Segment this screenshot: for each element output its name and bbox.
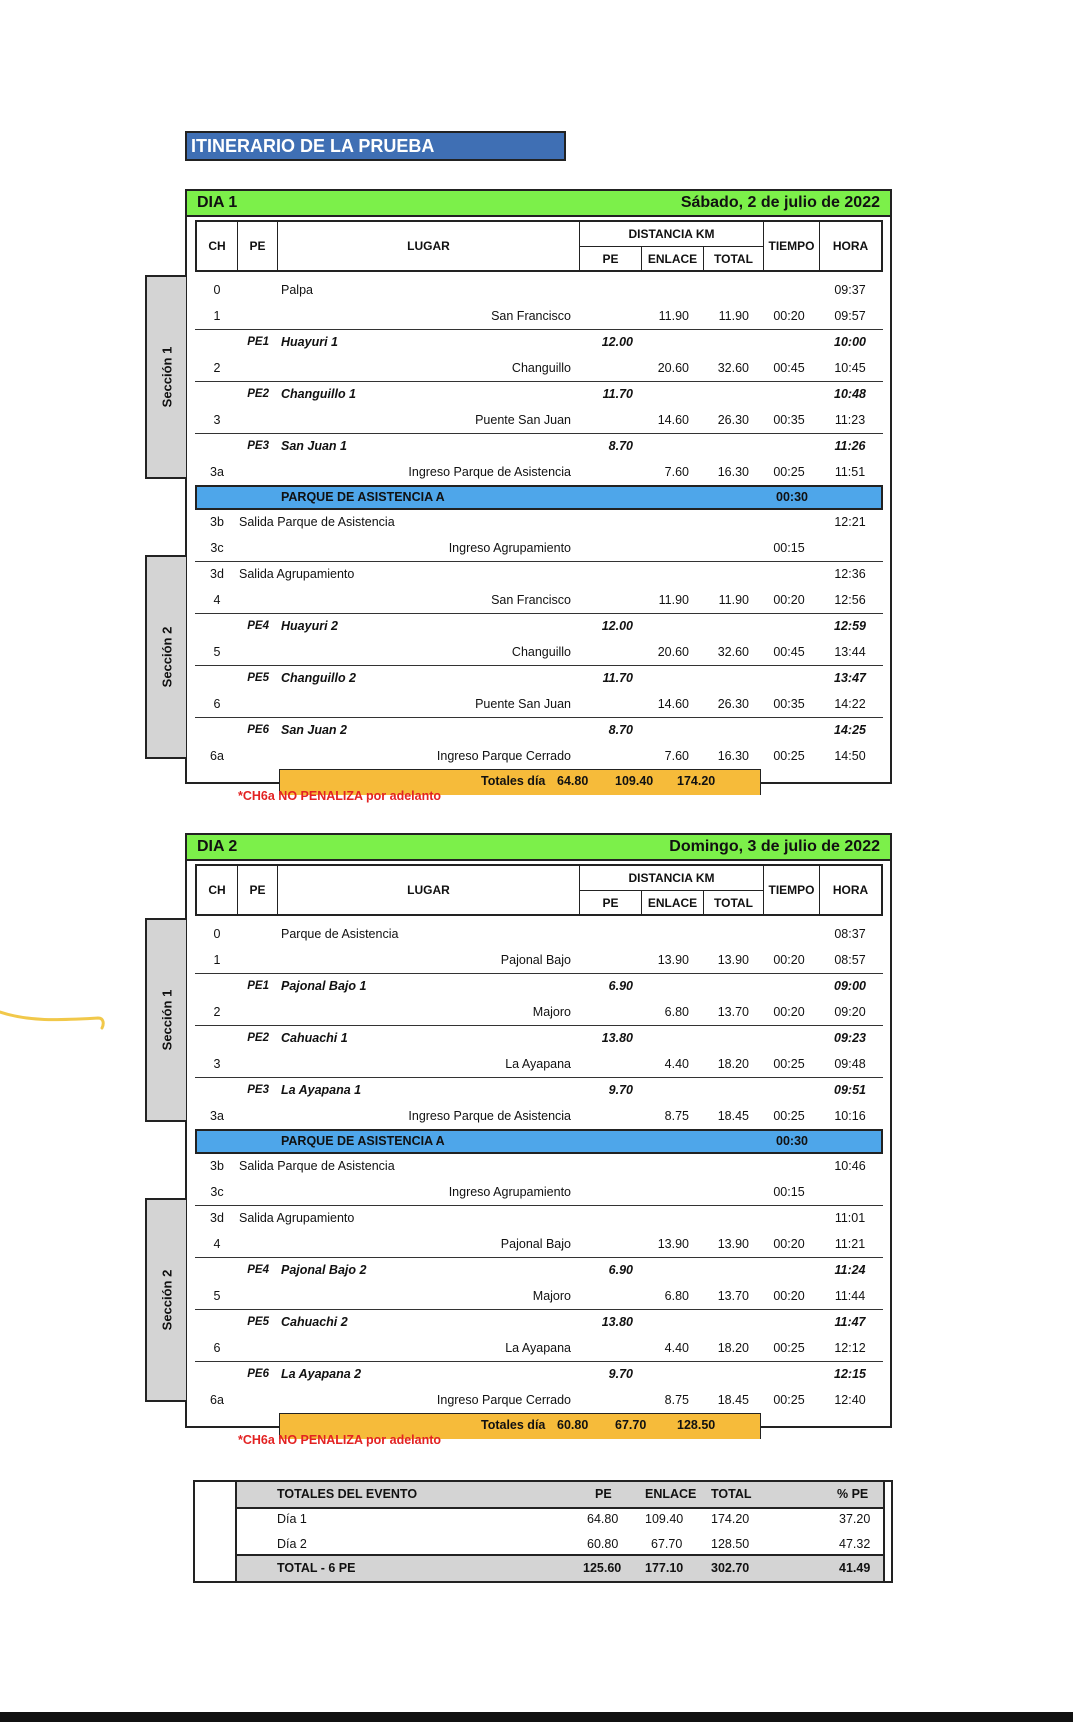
day1-note: *CH6a NO PENALIZA por adelanto bbox=[238, 789, 442, 803]
stage-name: Changuillo 1 bbox=[281, 387, 356, 401]
km-pe: 8.70 bbox=[608, 723, 633, 737]
place-name: Ingreso Parque de Asistencia bbox=[408, 464, 571, 479]
tiempo: 00:25 bbox=[773, 1340, 805, 1355]
km-pe: 12.00 bbox=[601, 335, 633, 349]
col-tiempo: TIEMPO bbox=[763, 222, 819, 270]
parque-label: PARQUE DE ASISTENCIA A bbox=[281, 1134, 445, 1148]
section-label: Sección 1 bbox=[159, 989, 174, 1051]
hora: 10:45 bbox=[834, 360, 866, 375]
pe-code: PE5 bbox=[247, 672, 269, 684]
itinerary-row bbox=[195, 640, 883, 667]
hora: 09:37 bbox=[834, 283, 866, 297]
km-pe: 9.70 bbox=[608, 1083, 633, 1097]
place-name: Pajonal Bajo bbox=[500, 952, 571, 967]
hora: 08:37 bbox=[834, 927, 866, 941]
km-total: 11.90 bbox=[718, 308, 749, 323]
itinerary-row bbox=[195, 1388, 883, 1414]
stage-row bbox=[195, 666, 883, 692]
km-enlace: 4.40 bbox=[664, 1056, 689, 1071]
place-name: Salida Parque de Asistencia bbox=[239, 515, 395, 529]
km-enlace: 11.90 bbox=[658, 592, 689, 607]
km-enlace: 8.75 bbox=[664, 1108, 689, 1123]
itinerary-row bbox=[195, 460, 883, 486]
pe-code: PE1 bbox=[247, 336, 269, 348]
day2-section-2 bbox=[145, 1198, 186, 1402]
hora: 13:44 bbox=[834, 644, 866, 659]
km-total: 26.30 bbox=[717, 412, 749, 427]
tiempo: 00:20 bbox=[773, 1004, 805, 1019]
km-enlace: 6.80 bbox=[664, 1004, 689, 1019]
col-dist-pe: PE bbox=[579, 246, 641, 270]
stage-row bbox=[195, 330, 883, 356]
place-name: La Ayapana bbox=[505, 1056, 571, 1071]
itinerary-row bbox=[195, 1000, 883, 1027]
hora: 11:23 bbox=[834, 412, 866, 427]
hora: 14:50 bbox=[834, 748, 866, 763]
event-h-enlace: ENLACE bbox=[645, 1487, 697, 1501]
col-distancia: DISTANCIA KM bbox=[579, 866, 763, 890]
col-pe: PE bbox=[237, 866, 277, 914]
hora: 12:21 bbox=[834, 515, 866, 529]
pe-code: PE4 bbox=[247, 1264, 269, 1276]
km-enlace: 7.60 bbox=[664, 464, 689, 479]
place-name: Ingreso Agrupamiento bbox=[448, 1184, 571, 1199]
event-total-pe: 125.60 bbox=[583, 1561, 622, 1575]
place-name: Ingreso Parque Cerrado bbox=[436, 748, 571, 763]
hora: 09:23 bbox=[834, 1031, 866, 1045]
ch-cell: 3c bbox=[210, 540, 224, 555]
km-pe: 6.90 bbox=[608, 1263, 633, 1277]
day1-date: Sábado, 2 de julio de 2022 bbox=[680, 194, 880, 211]
hora: 12:40 bbox=[834, 1392, 866, 1407]
col-dist-pe: PE bbox=[579, 890, 641, 914]
km-total: 26.30 bbox=[717, 696, 749, 711]
tiempo: 00:35 bbox=[773, 696, 805, 711]
day1-section-1 bbox=[145, 275, 186, 479]
km-enlace: 14.60 bbox=[657, 412, 689, 427]
hora: 14:25 bbox=[834, 723, 866, 737]
tiempo: 00:20 bbox=[773, 1288, 805, 1303]
ch-cell: 3a bbox=[210, 464, 224, 479]
col-lugar: LUGAR bbox=[277, 866, 579, 914]
stage-row bbox=[195, 614, 883, 640]
km-pe: 9.70 bbox=[608, 1367, 633, 1381]
day2-note: *CH6a NO PENALIZA por adelanto bbox=[238, 1433, 442, 1447]
tiempo: 00:20 bbox=[773, 1236, 805, 1251]
ch-cell: 2 bbox=[213, 1004, 221, 1019]
day2-date: Domingo, 3 de julio de 2022 bbox=[669, 838, 880, 855]
ch-cell: 6a bbox=[210, 748, 224, 763]
event-totals-table bbox=[193, 1480, 893, 1583]
hora: 09:00 bbox=[834, 979, 866, 993]
km-total: 13.90 bbox=[717, 952, 749, 967]
hora: 12:56 bbox=[834, 592, 866, 607]
col-distancia: DISTANCIA KM bbox=[579, 222, 763, 246]
col-dist-enlace: ENLACE bbox=[641, 890, 703, 914]
hora: 12:12 bbox=[834, 1340, 866, 1355]
col-dist-total: TOTAL bbox=[703, 890, 763, 914]
highlighter-stroke bbox=[0, 1000, 110, 1040]
col-pe: PE bbox=[237, 222, 277, 270]
day1-section-2 bbox=[145, 555, 186, 759]
tiempo: 00:20 bbox=[773, 592, 805, 607]
stage-row bbox=[195, 974, 883, 1000]
stage-name: Huayuri 1 bbox=[281, 335, 338, 349]
hora: 11:47 bbox=[834, 1315, 866, 1329]
tiempo: 00:20 bbox=[773, 952, 805, 967]
place-name: Changuillo bbox=[511, 644, 571, 659]
event-h-pe: PE bbox=[595, 1487, 612, 1501]
place-name: Ingreso Parque de Asistencia bbox=[408, 1108, 571, 1123]
place-name: Salida Parque de Asistencia bbox=[239, 1159, 395, 1173]
hora: 11:44 bbox=[834, 1288, 866, 1303]
hora: 12:59 bbox=[834, 619, 866, 633]
km-enlace: 20.60 bbox=[657, 644, 689, 659]
km-enlace: 14.60 bbox=[657, 696, 689, 711]
hora: 09:20 bbox=[834, 1004, 866, 1019]
km-enlace: 13.90 bbox=[657, 1236, 689, 1251]
day2-section-1 bbox=[145, 918, 186, 1122]
pe-code: PE6 bbox=[247, 1368, 269, 1380]
totales-enlace: 67.70 bbox=[615, 1418, 647, 1432]
totales-total: 174.20 bbox=[677, 774, 716, 788]
bottom-bar bbox=[0, 1712, 1073, 1722]
section-label: Sección 2 bbox=[159, 626, 174, 688]
hora: 09:51 bbox=[834, 1083, 866, 1097]
ch-cell: 1 bbox=[213, 952, 221, 967]
km-total: 18.20 bbox=[717, 1340, 749, 1355]
day1-label: DIA 1 bbox=[197, 194, 238, 211]
place-name: Changuillo bbox=[511, 360, 571, 375]
hora: 13:47 bbox=[834, 671, 866, 685]
km-total: 11.90 bbox=[718, 592, 749, 607]
hora: 11:21 bbox=[834, 1236, 866, 1251]
event-row-pct: 37.20 bbox=[839, 1512, 871, 1526]
place-name: Puente San Juan bbox=[475, 412, 571, 427]
event-row-total: 174.20 bbox=[711, 1512, 750, 1526]
ch-cell: 1 bbox=[213, 308, 221, 323]
col-ch: CH bbox=[208, 239, 226, 253]
tiempo: 00:25 bbox=[773, 464, 805, 479]
tiempo: 00:45 bbox=[773, 644, 805, 659]
event-row bbox=[237, 1507, 883, 1532]
hora: 12:36 bbox=[834, 567, 866, 581]
pe-code: PE6 bbox=[247, 724, 269, 736]
tiempo: 00:15 bbox=[773, 1184, 805, 1199]
itinerary-row bbox=[195, 510, 883, 536]
itinerary-row bbox=[195, 562, 883, 588]
stage-row bbox=[195, 1362, 883, 1388]
pe-code: PE2 bbox=[247, 1032, 269, 1044]
place-name: Parque de Asistencia bbox=[281, 927, 399, 941]
stage-name: La Ayapana 2 bbox=[281, 1367, 362, 1381]
itinerary-row bbox=[195, 1206, 883, 1232]
tiempo: 00:20 bbox=[773, 308, 805, 323]
km-total: 13.70 bbox=[717, 1004, 749, 1019]
hora: 11:01 bbox=[834, 1211, 866, 1225]
itinerary-row bbox=[195, 278, 883, 304]
ch-cell: 2 bbox=[213, 360, 221, 375]
col-hora: HORA bbox=[819, 222, 881, 270]
stage-row bbox=[195, 1078, 883, 1104]
km-enlace: 7.60 bbox=[664, 748, 689, 763]
itinerary-row bbox=[195, 922, 883, 948]
day2-table bbox=[185, 833, 892, 1432]
totales-label: Totales día bbox=[481, 774, 546, 788]
event-total-row bbox=[237, 1554, 883, 1581]
km-total: 16.30 bbox=[717, 748, 749, 763]
stage-row bbox=[195, 434, 883, 460]
place-name: Ingreso Agrupamiento bbox=[448, 540, 571, 555]
km-pe: 13.80 bbox=[601, 1031, 633, 1045]
km-total: 18.45 bbox=[717, 1108, 749, 1123]
ch-cell: 3 bbox=[213, 412, 221, 427]
km-pe: 13.80 bbox=[601, 1315, 633, 1329]
pe-code: PE2 bbox=[247, 388, 269, 400]
totales-pe: 60.80 bbox=[557, 1418, 589, 1432]
km-total: 32.60 bbox=[717, 360, 749, 375]
hora: 11:51 bbox=[834, 464, 866, 479]
parque-tiempo: 00:30 bbox=[776, 490, 808, 504]
stage-row bbox=[195, 1258, 883, 1284]
pe-code: PE3 bbox=[247, 1084, 269, 1096]
itinerary-row bbox=[195, 1180, 883, 1207]
place-name: Ingreso Parque Cerrado bbox=[436, 1392, 571, 1407]
col-lugar: LUGAR bbox=[277, 222, 579, 270]
ch-cell: 4 bbox=[213, 592, 221, 607]
km-enlace: 4.40 bbox=[664, 1340, 689, 1355]
stage-name: Changuillo 2 bbox=[281, 671, 356, 685]
itinerary-row bbox=[195, 1284, 883, 1311]
pe-code: PE4 bbox=[247, 620, 269, 632]
place-name: Palpa bbox=[281, 283, 313, 297]
ch-cell: 5 bbox=[213, 1288, 221, 1303]
stage-row bbox=[195, 718, 883, 744]
totales-label: Totales día bbox=[481, 1418, 546, 1432]
event-total-label: TOTAL - 6 PE bbox=[277, 1561, 356, 1575]
page-title: ITINERARIO DE LA PRUEBA bbox=[185, 131, 566, 161]
col-dist-total: TOTAL bbox=[703, 246, 763, 270]
stage-name: Pajonal Bajo 1 bbox=[281, 979, 367, 993]
itinerary-row bbox=[195, 1232, 883, 1259]
km-enlace: 20.60 bbox=[657, 360, 689, 375]
event-title: TOTALES DEL EVENTO bbox=[277, 1487, 418, 1501]
km-total: 16.30 bbox=[717, 464, 749, 479]
tiempo: 00:35 bbox=[773, 412, 805, 427]
hora: 11:24 bbox=[834, 1263, 866, 1277]
km-total: 18.20 bbox=[717, 1056, 749, 1071]
itinerary-row bbox=[195, 408, 883, 435]
tiempo: 00:25 bbox=[773, 1108, 805, 1123]
ch-cell: 3b bbox=[210, 515, 224, 529]
day1-table bbox=[185, 189, 892, 788]
section-label: Sección 1 bbox=[159, 346, 174, 408]
stage-name: Huayuri 2 bbox=[281, 619, 338, 633]
ch-cell: 3a bbox=[210, 1108, 224, 1123]
hora: 09:48 bbox=[834, 1056, 866, 1071]
event-totals-header bbox=[237, 1482, 883, 1509]
place-name: Salida Agrupamiento bbox=[239, 567, 355, 581]
col-ch: CH bbox=[208, 883, 226, 897]
place-name: Pajonal Bajo bbox=[500, 1236, 571, 1251]
ch-cell: 6 bbox=[213, 1340, 221, 1355]
itinerary-row bbox=[195, 1154, 883, 1180]
col-dist-enlace: ENLACE bbox=[641, 246, 703, 270]
km-enlace: 11.90 bbox=[658, 308, 689, 323]
day2-rows bbox=[195, 922, 883, 1439]
place-name: Majoro bbox=[532, 1288, 571, 1303]
itinerary-row bbox=[195, 588, 883, 615]
ch-cell: 6a bbox=[210, 1392, 224, 1407]
stage-name: Pajonal Bajo 2 bbox=[281, 1263, 367, 1277]
tiempo: 00:15 bbox=[773, 540, 805, 555]
pe-code: PE1 bbox=[247, 980, 269, 992]
ch-cell: 5 bbox=[213, 644, 221, 659]
place-name: Majoro bbox=[532, 1004, 571, 1019]
km-pe: 8.70 bbox=[608, 439, 633, 453]
totales-pe: 64.80 bbox=[557, 774, 589, 788]
place-name: San Francisco bbox=[491, 592, 571, 607]
km-enlace: 8.75 bbox=[664, 1392, 689, 1407]
ch-cell: 3c bbox=[210, 1184, 224, 1199]
km-total: 32.60 bbox=[717, 644, 749, 659]
stage-row bbox=[195, 1310, 883, 1336]
event-h-pct: % PE bbox=[837, 1487, 869, 1501]
hora: 08:57 bbox=[834, 952, 866, 967]
event-h-total: TOTAL bbox=[711, 1487, 752, 1501]
stage-name: La Ayapana 1 bbox=[281, 1083, 362, 1097]
hora: 11:26 bbox=[834, 439, 866, 453]
event-row-label: Día 1 bbox=[277, 1512, 307, 1526]
day1-header bbox=[187, 191, 890, 217]
itinerary-row bbox=[195, 948, 883, 975]
ch-cell: 3d bbox=[210, 567, 224, 581]
parque-asistencia-row bbox=[195, 485, 883, 510]
itinerary-row bbox=[195, 356, 883, 383]
pe-code: PE5 bbox=[247, 1316, 269, 1328]
stage-name: Cahuachi 2 bbox=[281, 1315, 348, 1329]
itinerary-row bbox=[195, 304, 883, 331]
itinerary-row bbox=[195, 1104, 883, 1130]
km-pe: 12.00 bbox=[601, 619, 633, 633]
totales-enlace: 109.40 bbox=[615, 774, 654, 788]
totales-total: 128.50 bbox=[677, 1418, 716, 1432]
ch-cell: 6 bbox=[213, 696, 221, 711]
stage-name: Cahuachi 1 bbox=[281, 1031, 348, 1045]
stage-name: San Juan 2 bbox=[281, 723, 347, 737]
place-name: Puente San Juan bbox=[475, 696, 571, 711]
parque-label: PARQUE DE ASISTENCIA A bbox=[281, 490, 445, 504]
parque-asistencia-row bbox=[195, 1129, 883, 1154]
km-pe: 11.70 bbox=[602, 671, 633, 685]
tiempo: 00:25 bbox=[773, 748, 805, 763]
event-row-enlace: 67.70 bbox=[651, 1537, 683, 1551]
tiempo: 00:25 bbox=[773, 1056, 805, 1071]
hora: 10:00 bbox=[834, 335, 866, 349]
col-tiempo: TIEMPO bbox=[763, 866, 819, 914]
km-pe: 11.70 bbox=[602, 387, 633, 401]
hora: 14:22 bbox=[834, 696, 866, 711]
day1-column-header bbox=[195, 220, 883, 272]
ch-cell: 3d bbox=[210, 1211, 224, 1225]
stage-row bbox=[195, 382, 883, 408]
ch-cell: 0 bbox=[213, 283, 221, 297]
hora: 09:57 bbox=[834, 308, 866, 323]
event-total-pct: 41.49 bbox=[839, 1561, 871, 1575]
km-pe: 6.90 bbox=[608, 979, 633, 993]
itinerary-row bbox=[195, 1336, 883, 1363]
hora: 10:16 bbox=[834, 1108, 866, 1123]
itinerary-row bbox=[195, 744, 883, 770]
ch-cell: 4 bbox=[213, 1236, 221, 1251]
km-enlace: 13.90 bbox=[657, 952, 689, 967]
km-total: 13.70 bbox=[717, 1288, 749, 1303]
event-row-label: Día 2 bbox=[277, 1537, 307, 1551]
km-total: 18.45 bbox=[717, 1392, 749, 1407]
parque-tiempo: 00:30 bbox=[776, 1134, 808, 1148]
day2-header bbox=[187, 835, 890, 861]
tiempo: 00:25 bbox=[773, 1392, 805, 1407]
itinerary-row bbox=[195, 692, 883, 719]
tiempo: 00:45 bbox=[773, 360, 805, 375]
event-total-total: 302.70 bbox=[711, 1561, 750, 1575]
event-row-pct: 47.32 bbox=[839, 1537, 871, 1551]
day2-label: DIA 2 bbox=[197, 838, 238, 855]
ch-cell: 0 bbox=[213, 927, 221, 941]
hora: 10:48 bbox=[834, 387, 866, 401]
place-name: Salida Agrupamiento bbox=[239, 1211, 355, 1225]
ch-cell: 3 bbox=[213, 1056, 221, 1071]
hora: 10:46 bbox=[834, 1159, 866, 1173]
pe-code: PE3 bbox=[247, 440, 269, 452]
km-total: 13.90 bbox=[717, 1236, 749, 1251]
place-name: La Ayapana bbox=[505, 1340, 571, 1355]
km-enlace: 6.80 bbox=[664, 1288, 689, 1303]
event-row-total: 128.50 bbox=[711, 1537, 750, 1551]
ch-cell: 3b bbox=[210, 1159, 224, 1173]
hora: 12:15 bbox=[834, 1367, 866, 1381]
itinerary-row bbox=[195, 536, 883, 563]
event-row-pe: 60.80 bbox=[587, 1537, 619, 1551]
stage-name: San Juan 1 bbox=[281, 439, 347, 453]
stage-row bbox=[195, 1026, 883, 1052]
day1-rows bbox=[195, 278, 883, 795]
event-total-enlace: 177.10 bbox=[645, 1561, 684, 1575]
event-row-pe: 64.80 bbox=[587, 1512, 619, 1526]
event-row-enlace: 109.40 bbox=[645, 1512, 684, 1526]
section-label: Sección 2 bbox=[159, 1269, 174, 1331]
col-hora: HORA bbox=[819, 866, 881, 914]
place-name: San Francisco bbox=[491, 308, 571, 323]
itinerary-row bbox=[195, 1052, 883, 1079]
day2-column-header bbox=[195, 864, 883, 916]
